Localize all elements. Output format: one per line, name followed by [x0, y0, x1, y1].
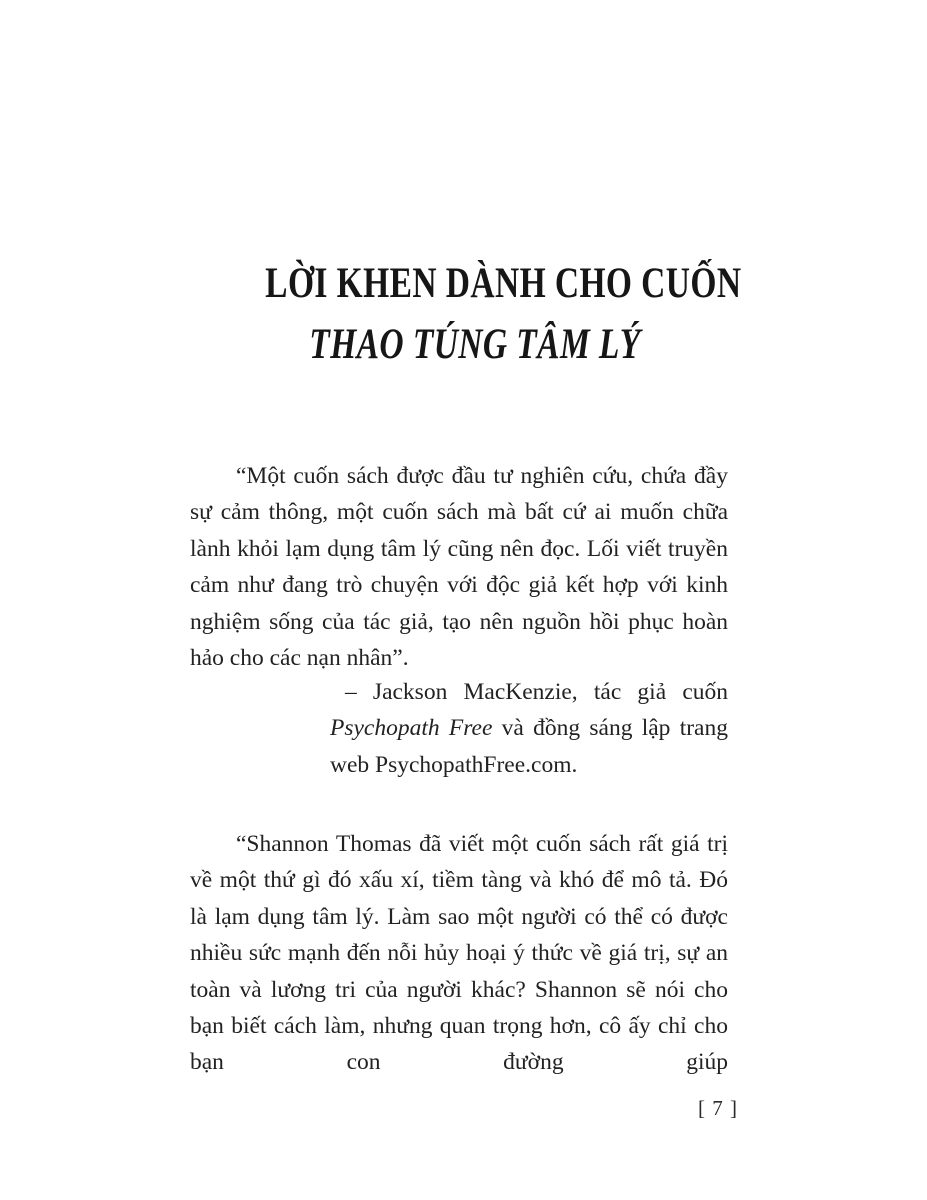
attribution-author-text: – Jackson MacKenzie, tác giả cuốn — [345, 679, 728, 705]
praise-heading: LỜI KHEN DÀNH CHO CUỐN — [265, 260, 742, 307]
endorsement-attribution-1 — [330, 674, 728, 783]
endorsement-quote-1: “Một cuốn sách được đầu tư nghiên cứu, chứa đầy sự cảm thông, một cuốn sách mà bất cứ ai muốn chữa lành khỏi lạm dụng tâm lý cũng nên đọc. Lối viết truyền cảm như đang trò chuyện với độc giả kết hợp với kinh nghiệm sống của tác giả, tạo nên nguồn hồi phục hoàn hảo cho các nạn nhân”. — [190, 463, 728, 672]
endorsement-quote-2: “Shannon Thomas đã viết một cuốn sách rất giá trị về một thứ gì đó xấu xí, tiềm tàng và khó để mô tả. Đó là lạm dụng tâm lý. Làm sao một người có thể có được nhiều sức mạnh đến nỗi hủy hoại ý thức về giá trị, sự an toàn và lương tri của người khác? Shannon sẽ nói cho bạn biết cách làm, nhưng quan trọng hơn, cô ấy chỉ cho bạn con đường giúp — [190, 831, 728, 1076]
page-number: [ 7 ] — [698, 1096, 738, 1120]
book-title-heading: THAO TÚNG TÂM LÝ — [309, 321, 641, 368]
attribution-referenced-book-title: Psychopath Free — [330, 715, 493, 742]
attribution-role-text: và đồng sáng lập trang web PsychopathFree.com. — [330, 715, 728, 778]
